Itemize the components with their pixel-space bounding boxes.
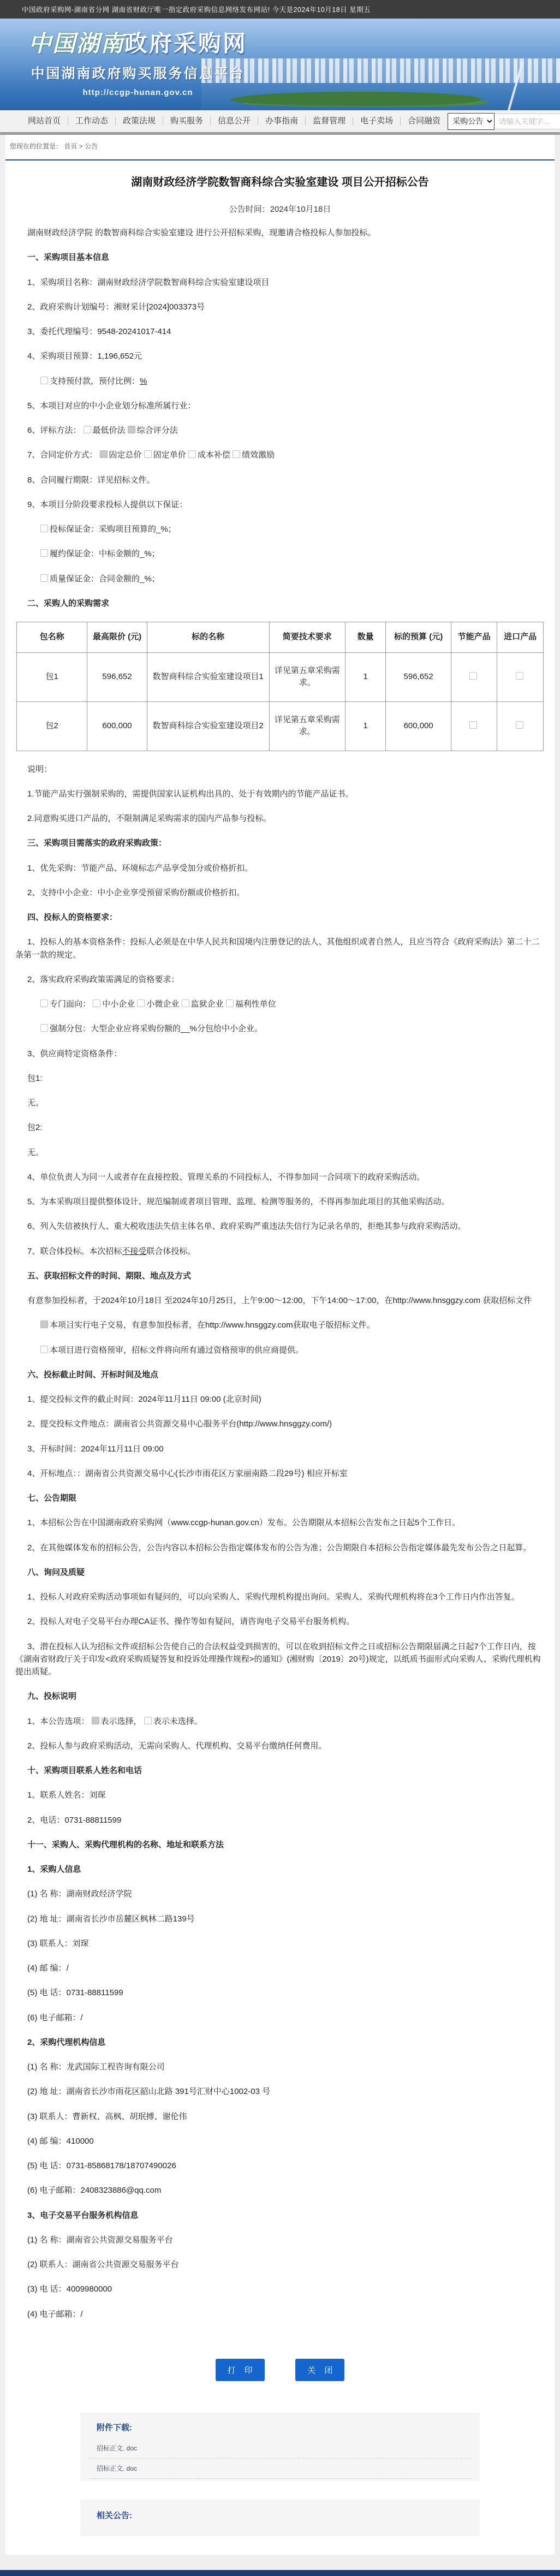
col-header-budget: 标的预算 (元): [386, 622, 451, 653]
paragraph: 1、本招标公告在中国湖南政府采购网（www.ccgp-hunan.gov.cn）发布。公告期限从本招标公告发布之日起5个工作日。: [27, 1518, 461, 1528]
section-heading: 十一、采购人、采购代理机构的名称、地址和联系方法: [27, 1840, 224, 1849]
paragraph: [15, 523, 545, 536]
checkbox-unchecked: [40, 574, 48, 582]
paragraph: 3、潜在投标人认为招标文件或招标公告使自己的合法权益受到损害的，可以在收到招标文件之日或招标公告期限届满之日起7个工作日内，按《湖南省财政厅关于印发<政府采购质疑答复和投诉处理操作规程>的通知》(湘财购〔2019〕20号)规定，以纸质书面形式向采购人、采购代理机构提出质疑。: [15, 1641, 541, 1676]
checkbox-unchecked: [516, 672, 523, 680]
field-label: 7、合同定价方式：: [27, 450, 98, 460]
option-label: 综合评分法: [136, 426, 178, 435]
paragraph: 4、采购项目预算：1,196,652元: [27, 352, 142, 361]
cell-package: 包2: [17, 701, 87, 751]
cell-energy-saving: [451, 652, 497, 701]
breadcrumb: [5, 135, 555, 156]
search-input[interactable]: [495, 114, 560, 129]
option-label: 履约保证金：中标金额的_%；: [50, 549, 160, 559]
subsection-heading: 3、电子交易平台服务机构信息: [27, 2210, 139, 2220]
section-heading: 二、采购人的采购需求: [27, 598, 110, 608]
checkbox-unchecked: [40, 1000, 48, 1007]
col-header-qty: 数量: [345, 622, 386, 653]
col-header-tech: 简要技术要求: [269, 622, 345, 653]
nav-item-work-news[interactable]: 工作动态: [68, 117, 116, 126]
cell-imported: [497, 652, 544, 701]
attachment-file-link[interactable]: 招标正文. doc: [89, 2459, 471, 2479]
section-heading: 五、获取招标文件的时间、期限、地点及方式: [27, 1271, 192, 1281]
nav-item-service-guide[interactable]: 办事指南: [258, 117, 306, 126]
footer-bar: [0, 2570, 560, 2576]
title-divider: [5, 159, 555, 160]
cell-tech: 详见第五章采购需求。: [269, 652, 345, 701]
contact-line: (5) 电 话：0731-85868178/18707490026: [27, 2161, 176, 2170]
close-button[interactable]: 关 闭: [295, 2359, 344, 2381]
search-bar: [448, 113, 560, 130]
section-heading: 七、公告期限: [27, 1494, 77, 1503]
nav-item-purchase-services[interactable]: 购买服务: [163, 117, 211, 126]
contact-line: (2) 地 址：湖南省长沙市雨花区韶山北路 391号汇财中心1002-03 号: [27, 2087, 271, 2097]
buildings-graphic: [201, 58, 560, 85]
paragraph: 有意参加投标者，于2024年10月18日 至2024年10月25日，上午9:00～12:00，下午14:00～17:00，在http://www.hnsggzy.com 获取招标文件: [27, 1296, 532, 1305]
paragraph: [15, 1715, 545, 1728]
breadcrumb-prefix: 您现在的位置是：: [10, 142, 63, 150]
section-heading: 四、投标人的资格要求：: [27, 913, 118, 922]
section-heading: 三、采购项目需落实的政府采购政策：: [27, 838, 167, 848]
paragraph-text: 表示选择，: [100, 1716, 142, 1726]
option-label: 强制分包：大型企业应将采购份额的__%分包给中小企业。: [50, 1024, 263, 1034]
underlined-text: 不接受: [122, 1246, 147, 1256]
contact-line: (3) 电 话：4009980000: [27, 2285, 112, 2294]
checkbox-unchecked: [469, 721, 477, 729]
paragraph: 2、支持中小企业：中小企业享受预留采购份额或价格折扣。: [27, 888, 245, 897]
option-label: 本项目进行资格预审，招标文件将向所有通过资格预审的供应商提供。: [50, 1345, 304, 1355]
cell-subject: 数智商科综合实验室建设项目1: [147, 652, 269, 701]
nav-item-policies[interactable]: 政策法规: [116, 117, 163, 126]
checkbox-checked: [100, 450, 108, 458]
contact-line: (1) 名 称：湖南省公共资源交易服务平台: [27, 2235, 173, 2245]
paragraph-text: 1、本公告选项：: [27, 1716, 90, 1726]
cell-package: 包1: [17, 652, 87, 701]
site-logo[interactable]: [28, 31, 247, 97]
paragraph: [15, 1319, 545, 1331]
nav-item-home[interactable]: 网站首页: [21, 117, 68, 126]
subsection-heading: 1、采购人信息: [27, 1865, 81, 1874]
nav-item-supervision[interactable]: 监督管理: [306, 117, 353, 126]
cell-qty: 1: [345, 652, 386, 701]
contact-line: (1) 名 称：龙武国际工程咨询有限公司: [27, 2062, 165, 2072]
attachments-label: 附件下载:: [97, 2423, 132, 2432]
paragraph: 1、投标人的基本资格条件：投标人必须是在中华人民共和国境内注册登记的法人、其他组织或者自然人，且应当符合《政府采购法》第二十二条第一款的规定。: [15, 937, 540, 960]
attachments-box: [80, 2413, 480, 2481]
checkbox-unchecked: [40, 1346, 48, 1353]
option-label: 成本补偿: [197, 450, 230, 460]
paragraph: [15, 548, 545, 560]
attachment-file-link[interactable]: 招标正文. doc: [89, 2438, 471, 2459]
table-row: [17, 701, 544, 751]
option-label: 绩效激励: [242, 450, 275, 460]
cell-budget: 600,000: [386, 701, 451, 751]
paragraph: 2、政府采购计划编号：湘财采计[2024]003373号: [27, 302, 205, 312]
col-header-package: 包名称: [17, 622, 87, 653]
checkbox-unchecked: [40, 525, 48, 532]
paragraph: [15, 1245, 545, 1258]
paragraph: 包1:: [27, 1073, 43, 1083]
search-category-select[interactable]: [448, 113, 495, 130]
breadcrumb-home-link[interactable]: 首页: [64, 142, 78, 150]
col-header-subject: 标的名称: [147, 622, 269, 653]
contact-line: (6) 电子邮箱：2408323886@qq.com: [27, 2186, 162, 2196]
paragraph: 3、开标时间：2024年11月11日 09:00: [27, 1444, 164, 1454]
section-heading: 十、采购项目联系人姓名和电话: [27, 1766, 142, 1775]
field-label: 6、评标方法：: [27, 426, 81, 435]
paragraph: 1、采购项目名称：湖南财政经济学院数智商科综合实验室建设项目: [27, 277, 270, 287]
paragraph: 5、为本采购项目提供整体设计、规范编制或者项目管理、监理、检测等服务的，不得再参加此项目的其他采购活动。: [27, 1197, 450, 1206]
logo-calligraphy-text: 中国湖南: [28, 32, 125, 57]
paragraph: 2.同意购买进口产品的，不限制满足采购需求的国内产品参与投标。: [27, 814, 272, 823]
paragraph: 无。: [27, 1147, 44, 1157]
option-label: 监狱企业: [190, 1000, 224, 1009]
contact-line: (3) 联系人：刘琛: [27, 1938, 89, 1948]
top-info-text: 中国政府采购网-湖南省分网 湖南省财政厅唯一指定政府采购信息网络发布网站! 今天是2024年10月18日 星期五: [22, 6, 371, 14]
checkbox-checked: [40, 1320, 48, 1328]
paragraph: [15, 375, 545, 388]
section-heading: 九、投标说明: [27, 1692, 77, 1702]
paragraph: 1、提交投标文件的截止时间：2024年11月11日 09:00 (北京时间): [27, 1395, 261, 1404]
option-label: 投标保证金：采购项目预算的_%；: [50, 525, 176, 534]
col-header-max-price: 最高限价 (元): [87, 622, 147, 653]
cell-tech: 详见第五章采购需求。: [269, 701, 345, 751]
checkbox-unchecked: [84, 426, 91, 433]
attachment-list: [89, 2438, 471, 2479]
paragraph: 2、投标人参与政府采购活动，无需向采购人、代理机构、交易平台缴纳任何费用。: [27, 1741, 327, 1751]
paragraph-text: 7、联合体投标。本次招标: [27, 1246, 122, 1256]
option-label: 中小企业: [102, 1000, 135, 1009]
contact-line: (4) 邮 编：/: [27, 1964, 69, 1973]
paragraph: 1、投标人对政府采购活动事项如有疑问的，可以向采购人、采购代理机构提出询问。采购人、采购代理机构将在3个工作日内作出答复。: [27, 1592, 520, 1602]
paragraph-text: 联合体投标。: [146, 1246, 196, 1256]
checkbox-unchecked: [144, 450, 152, 458]
site-url: http://ccgp-hunan.gov.cn: [82, 88, 193, 98]
paragraph: [15, 1022, 545, 1035]
paragraph: 8、合同履行期限：详见招标文件。: [27, 475, 155, 485]
option-label: %: [140, 376, 147, 386]
announcement-body: [5, 227, 555, 2321]
paragraph: 4、单位负责人为同一人或者存在直接控股、管理关系的不同投标人，不得参加同一合同项下的政府采购活动。: [27, 1172, 425, 1182]
paragraph: 9、本项目分阶段要求投标人提供以下保证：: [27, 499, 188, 509]
option-label: 固定单价: [153, 450, 186, 460]
related-announcements-box: [80, 2500, 480, 2536]
cell-imported: [497, 701, 544, 751]
col-header-imported: 进口产品: [497, 622, 544, 653]
section-heading: 八、询问及质疑: [27, 1567, 85, 1577]
breadcrumb-current: 公告: [85, 142, 98, 150]
checkbox-unchecked: [188, 450, 196, 458]
paragraph: [15, 424, 545, 437]
checkbox-unchecked: [137, 1000, 145, 1007]
paragraph: 2、电话：0731-88811599: [27, 1815, 122, 1825]
breadcrumb-separator: >: [79, 142, 83, 150]
contact-line: (4) 邮 编：410000: [27, 2136, 94, 2146]
option-label: 本项目实行电子交易，有意参加投标者，在http://www.hnsggzy.com获取电子版招标文件。: [50, 1320, 375, 1330]
checkbox-unchecked: [182, 1000, 189, 1007]
related-announcements-label: 相关公告:: [97, 2510, 132, 2520]
paragraph: 1.节能产品实行强制采购的，需提供国家认证机构出具的、处于有效期内的节能产品证书。: [27, 789, 354, 799]
paragraph: 3、委托代理编号：9548-20241017-414: [27, 327, 171, 336]
nav-item-e-mall[interactable]: 电子卖场: [353, 117, 401, 126]
contact-line: (1) 名 称：湖南财政经济学院: [27, 1889, 132, 1899]
paragraph: 6、列入失信被执行人、重大税收违法失信主体名单、政府采购严重违法失信行为记录名单的，拒绝其参与政府采购活动。: [27, 1222, 466, 1232]
cell-qty: 1: [345, 701, 386, 751]
paragraph: 无。: [27, 1098, 44, 1108]
checkbox-unchecked: [233, 450, 240, 458]
paragraph: 2、在其他媒体发布的招标公告，公告内容以本招标公告指定媒体发布的公告为准；公告期限自本招标公告指定媒体最先发布公告之日起算。: [27, 1543, 532, 1552]
paragraph: [15, 1344, 545, 1357]
publish-date: 公告时间：2024年10月18日: [229, 205, 331, 214]
contact-line: (3) 联系人：曹新权、高枫、胡珉搏、谢伦伟: [27, 2111, 187, 2121]
top-info-bar: [0, 0, 560, 19]
option-label: 最低价法: [92, 426, 126, 435]
cell-budget: 596,652: [386, 652, 451, 701]
paragraph: 2、投标人对电子交易平台办理CA证书、操作等如有疑问，请咨询电子交易平台服务机构。: [27, 1617, 355, 1627]
option-label: 支持预付款，预付比例：: [50, 376, 140, 386]
table-row: [17, 652, 544, 701]
paragraph: 4、开标地点：：湖南省公共资源交易中心(长沙市雨花区万家丽南路二段29号) 相应开标室: [27, 1468, 348, 1478]
nav-item-contract-financing[interactable]: 合同融资: [408, 116, 441, 126]
paragraph: 1、联系人姓名：刘琛: [27, 1790, 106, 1800]
checkbox-unchecked: [516, 721, 523, 729]
paragraph: [15, 449, 545, 461]
paragraph: 1、优先采购：节能产品、环境标志产品享受加分或价格折扣。: [27, 863, 253, 873]
paragraph-text: 表示未选择。: [153, 1716, 202, 1726]
action-buttons: [5, 2359, 555, 2381]
subsection-heading: 2、采购代理机构信息: [27, 2037, 106, 2047]
note-heading: 说明：: [27, 764, 52, 774]
checkbox-unchecked: [40, 549, 48, 557]
cell-subject: 数智商科综合实验室建设项目2: [147, 701, 269, 751]
site-subtitle: 中国湖南政府购买服务信息平台: [31, 66, 245, 82]
section-heading: 一、采购项目基本信息: [27, 253, 110, 263]
checkbox-unchecked: [40, 377, 48, 384]
checkbox-unchecked: [93, 1000, 100, 1007]
option-label: 小微企业: [146, 1000, 180, 1009]
checkbox-unchecked: [144, 1717, 152, 1724]
paragraph: 3、供应商特定资格条件：: [27, 1049, 122, 1058]
contact-line: (4) 电子邮箱：/: [27, 2309, 83, 2319]
option-label: 固定总价: [109, 450, 142, 460]
paragraph: 5、本项目对应的中小企业划分标准所属行业：: [27, 401, 196, 411]
checkbox-unchecked: [226, 1000, 234, 1007]
col-header-energy-saving: 节能产品: [451, 622, 497, 653]
table-header-row: [17, 622, 544, 653]
option-label: 质量保证金：合同金额的_%；: [50, 574, 160, 584]
contact-line: (6) 电子邮箱：/: [27, 2013, 83, 2022]
paragraph: [15, 573, 545, 585]
print-button[interactable]: 打 印: [216, 2359, 265, 2381]
contact-line: (2) 地 址：湖南省长沙市岳麓区枫林二路139号: [27, 1914, 195, 1924]
city-skyline-image: [201, 55, 560, 110]
cell-energy-saving: [451, 701, 497, 751]
checkbox-checked: [128, 426, 135, 433]
paragraph: 包2:: [27, 1123, 43, 1133]
checkbox-unchecked: [469, 672, 477, 680]
cell-max-price: 596,652: [87, 652, 147, 701]
nav-item-info-disclosure[interactable]: 信息公开: [211, 117, 258, 126]
checkbox-checked: [92, 1717, 99, 1724]
contact-line: (5) 电 话：0731-88811599: [27, 1988, 123, 1998]
main-nav: [0, 110, 560, 135]
checkbox-unchecked: [40, 1024, 48, 1032]
content-card: [5, 135, 555, 2555]
intro-paragraph: 湖南财政经济学院 的数智商科综合实验室建设 进行公开招标采购，现邀请合格投标人参加投标。: [27, 228, 376, 237]
paragraph: [15, 998, 545, 1010]
logo-text: 政府采购网: [124, 31, 248, 56]
site-banner: [0, 19, 560, 110]
paragraph: 2、落实政府采购政策需满足的资格要求：: [27, 974, 180, 984]
page-title: 湖南财政经济学院数智商科综合实验室建设 项目公开招标公告: [131, 176, 429, 188]
island-graphic: [230, 92, 481, 106]
option-label: 福利性单位: [235, 1000, 276, 1009]
field-label: 专门面向：: [50, 1000, 91, 1009]
section-heading: 六、投标截止时间、开标时间及地点: [27, 1370, 159, 1379]
paragraph: 2、提交投标文件地点：湖南省公共资源交易中心服务平台(http://www.hnsggzy.com/): [27, 1419, 332, 1429]
nav-links: [21, 117, 448, 126]
procurement-requirements-table: [16, 622, 544, 751]
contact-line: (2) 联系人：湖南省公共资源交易服务平台: [27, 2260, 179, 2269]
cell-max-price: 600,000: [87, 701, 147, 751]
